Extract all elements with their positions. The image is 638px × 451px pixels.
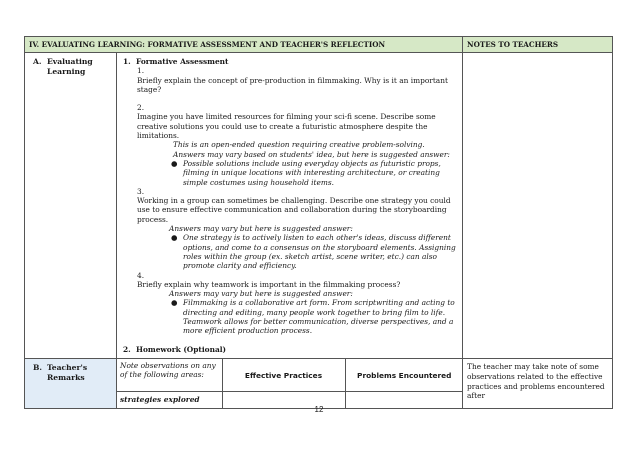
remarks-grid-cell — [117, 358, 463, 408]
evaluating-learning-content — [117, 53, 463, 359]
teachers-remarks-label: B. Teacher's Remarks — [25, 358, 117, 408]
problems-encountered-header: Problems Encountered — [345, 359, 463, 392]
teacher-note: The teacher may take note of some observations related to the effective practices and problems encountered after — [463, 358, 613, 408]
question-3-answer-bullet: ● One strategy is to actively listen to each other's ideas, discuss different options, and come to a consensus on the storyboard elements. Assigning roles within the group (ex. sketch artist, scene writer, etc.) can also promote clarity and efficiency. — [171, 233, 456, 271]
question-2-answer-bullet: ● Possible solutions include using everyday objects as futuristic props, filming in unique locations with interesting architecture, or creating simple costumes using household items. — [171, 158, 441, 187]
question-3-answer-intro: Answers may vary but here is suggested answer: — [169, 224, 353, 234]
question-2-answer-intro: This is an open-ended question requiring creative problem-solving. Answers may vary based on students' idea, but here is suggested answer: — [173, 140, 450, 159]
evaluating-learning-label: A. Evaluating Learning — [25, 53, 117, 359]
question-1: 1.Briefly explain the concept of pre-production in filmmaking. Why is it an important stage? — [137, 66, 448, 94]
remarks-grid — [117, 359, 463, 408]
reflection-table — [24, 36, 613, 409]
observation-note: Note observations on any of the following areas: — [117, 359, 222, 392]
question-2: 2.Imagine you have limited resources for filming your sci-fi scene. Describe some creative solutions you could use to create a futuristic atmosphere despite the limitations. — [137, 103, 436, 141]
lesson-page — [24, 36, 612, 409]
notes-header: NOTES TO TEACHERS — [463, 37, 613, 53]
question-4: 4.Briefly explain why teamwork is important in the filmmaking process? — [137, 270, 401, 289]
homework-heading: 2. Homework (Optional) — [123, 344, 227, 354]
section-header: IV. EVALUATING LEARNING: FORMATIVE ASSESSMENT AND TEACHER'S REFLECTION — [25, 37, 463, 53]
question-3: 3.Working in a group can sometimes be challenging. Describe one strategy you could use to ensure effective communication and collaboration during the storyboarding process. — [137, 186, 451, 224]
notes-cell-a — [463, 53, 613, 359]
question-4-answer-bullet: ● Filmmaking is a collaborative art form. From scriptwriting and acting to directing and editing, many people work together to bring film to life. Teamwork allows for better communication, diverse perspectives, and a more efficient production process. — [171, 298, 455, 336]
page-number: 12 — [314, 405, 324, 414]
effective-practices-header: Effective Practices — [222, 359, 345, 392]
question-4-answer-intro: Answers may vary but here is suggested answer: — [169, 289, 353, 299]
formative-assessment-heading: 1. Formative Assessment — [123, 57, 229, 66]
strategies-explored-label: strategies explored — [117, 392, 222, 408]
